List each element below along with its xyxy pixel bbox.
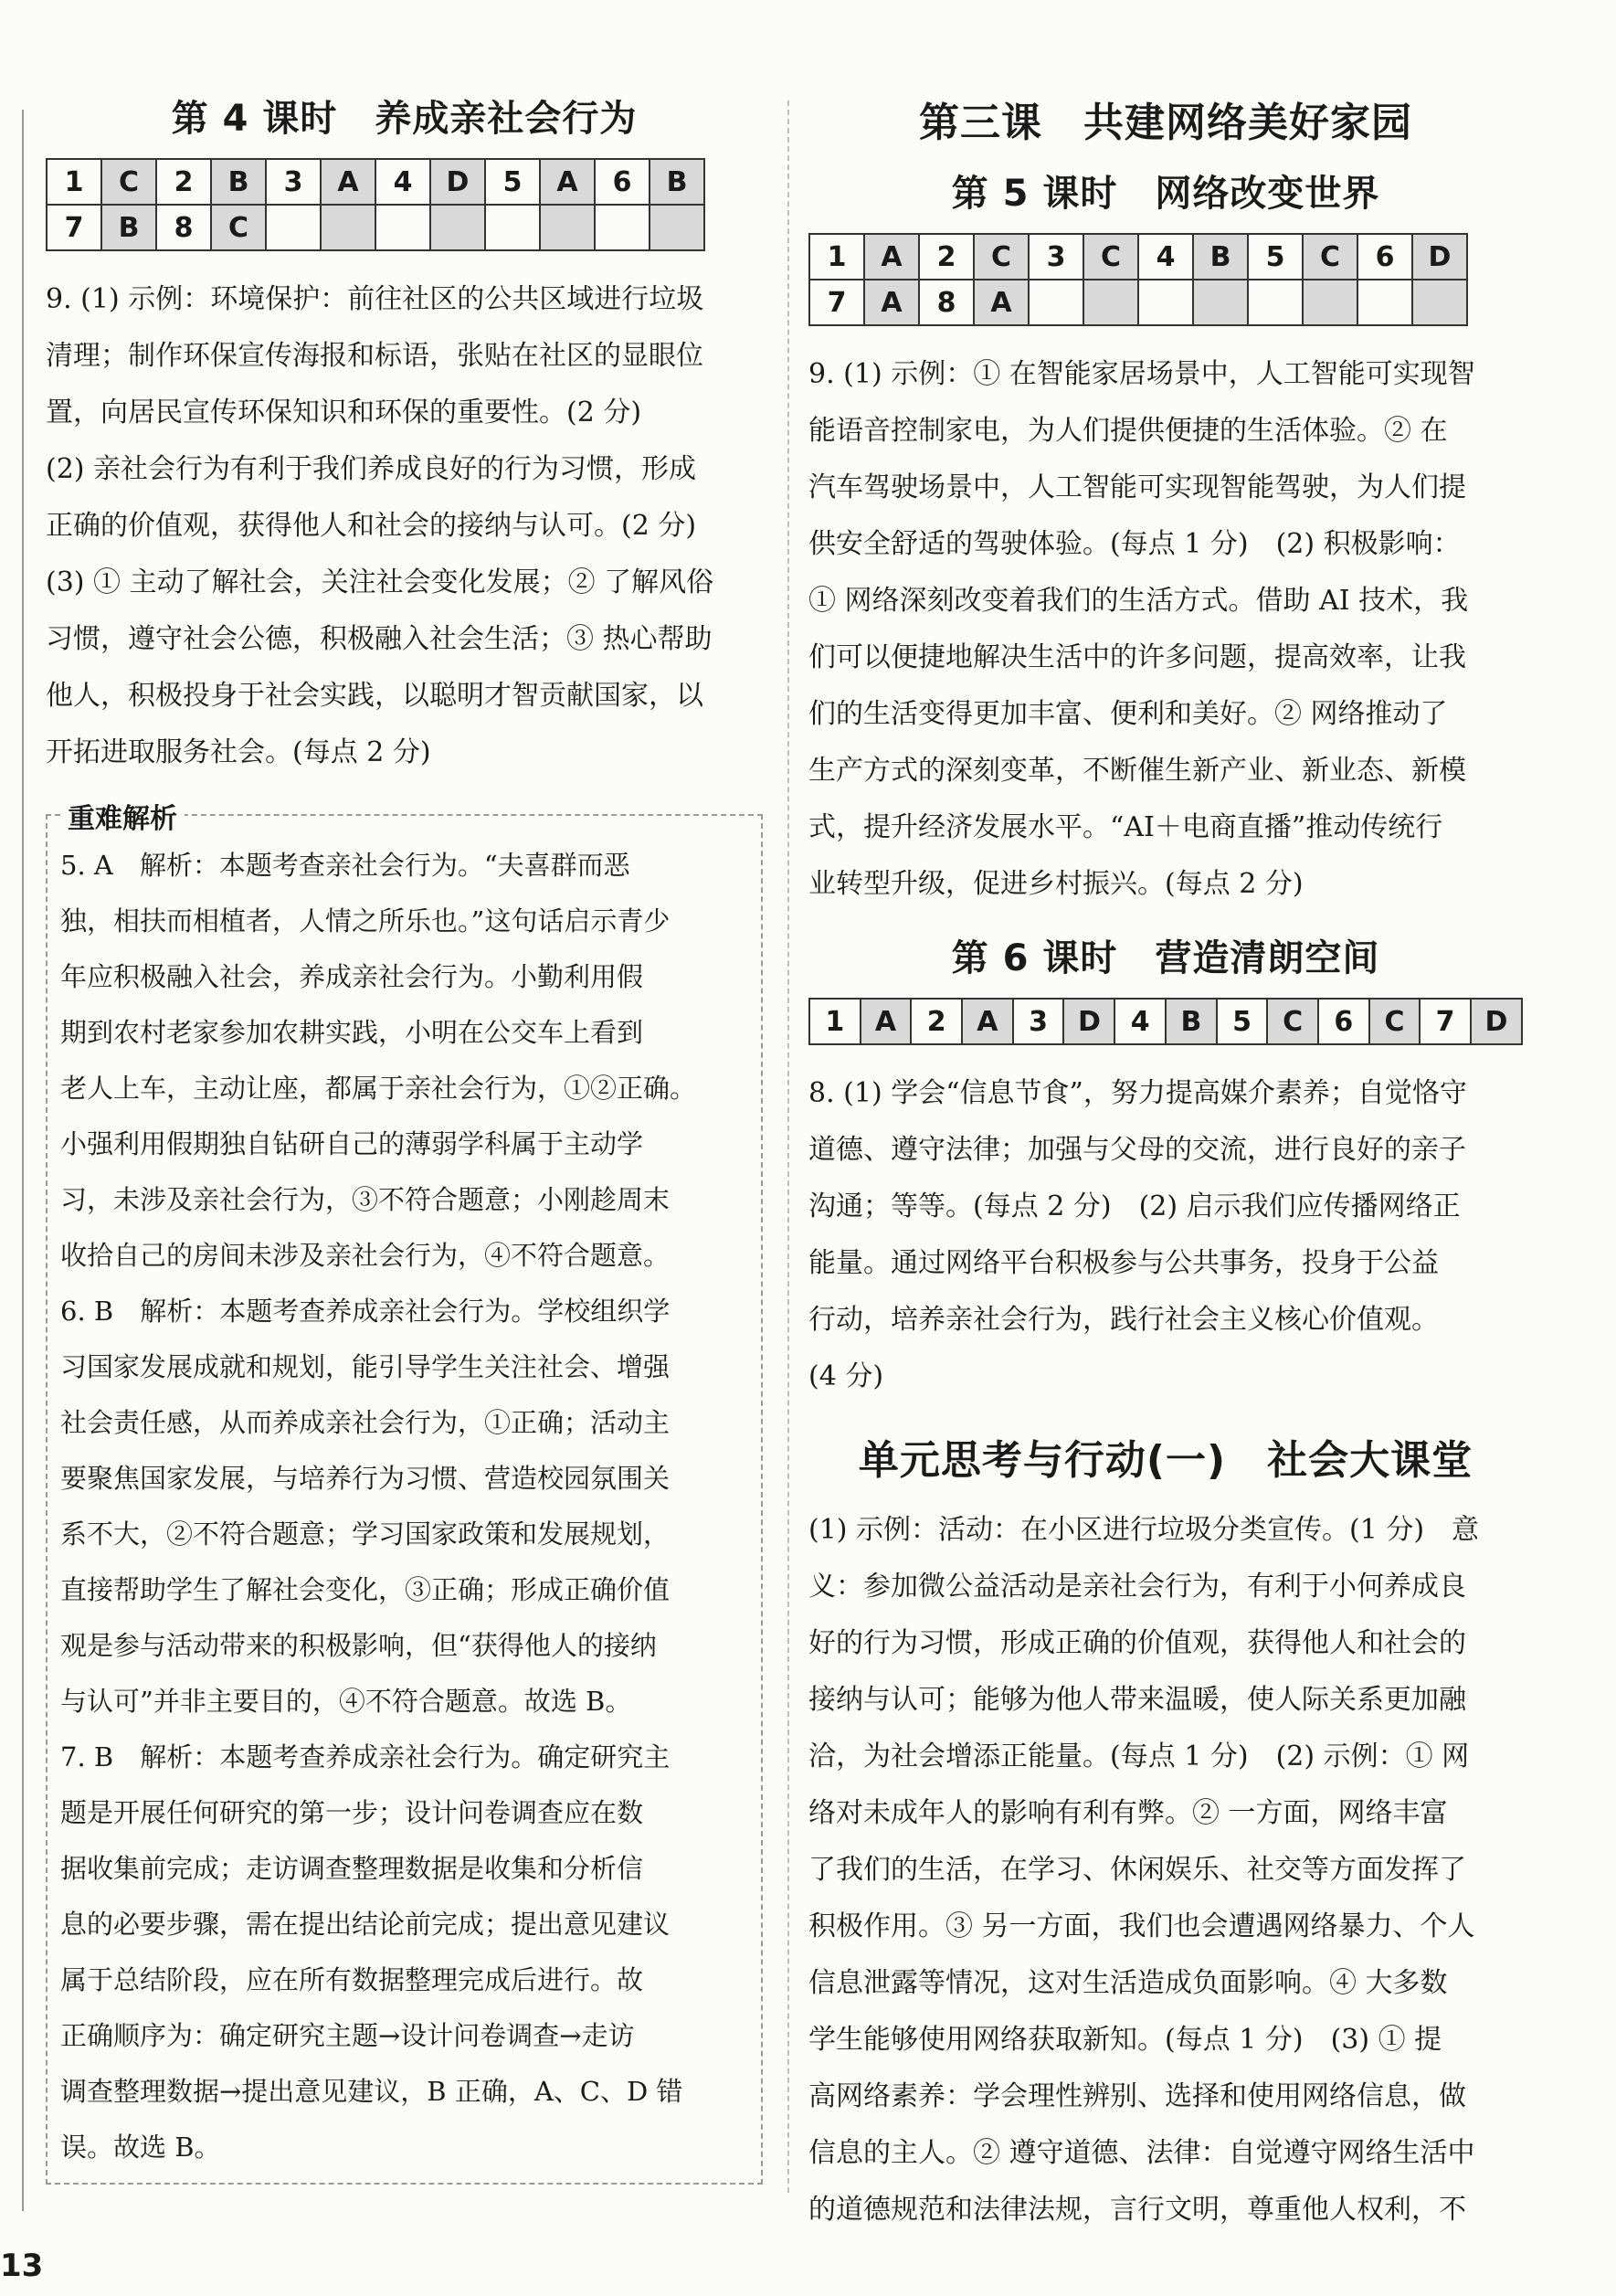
question-number-cell: 2 [919, 234, 974, 280]
text-line: 正确的价值观，获得他人和社会的接纳与认可。(2 分) [46, 510, 697, 542]
lesson5-question9 [808, 346, 1523, 913]
text-line: 们可以便捷地解决生活中的许多问题，提高效率，让我 [808, 641, 1466, 673]
text-line: 与认可”并非主要目的，④不符合题意。故选 B。 [60, 1686, 632, 1717]
answer-cell: C [974, 234, 1029, 280]
text-line: 息的必要步骤，需在提出结论前完成；提出意见建议 [60, 1909, 671, 1940]
answer-cell [1412, 280, 1467, 325]
question-number-cell [1248, 280, 1303, 325]
answer-cell: A [962, 999, 1013, 1044]
text-line: 误。故选 B。 [60, 2132, 221, 2163]
answer-cell: C [1303, 234, 1357, 280]
text-line: 高网络素养：学会理性辨别、选择和使用网络信息，做 [808, 2080, 1466, 2112]
text-line: 系不大，②不符合题意；学习国家政策和发展规划， [60, 1518, 671, 1550]
text-line: 9. (1) 示例：环境保护：前往社区的公共区域进行垃圾 [46, 283, 704, 315]
text-line: 正确顺序为：确定研究主题→设计问卷调查→走访 [60, 2020, 635, 2051]
answer-cell: B [650, 159, 704, 205]
text-line: 6. B 解析：本题考查养成亲社会行为。学校组织学 [60, 1296, 671, 1327]
text-line: 7. B 解析：本题考查养成亲社会行为。确定研究主 [60, 1741, 671, 1772]
analysis-box-title: 重难解析 [60, 796, 185, 836]
answer-cell: B [101, 205, 156, 250]
answer-cell: C [101, 159, 156, 205]
page-number: 13 [0, 2248, 44, 2284]
text-line: 收拾自己的房间未涉及亲社会行为，④不符合题意。 [60, 1240, 671, 1271]
answer-row [47, 205, 704, 250]
text-line: 式，提升经济发展水平。“AI＋电商直播”推动传统行 [808, 811, 1443, 843]
text-line: 供安全舒适的驾驶体验。(每点 1 分) (2) 积极影响： [808, 528, 1461, 560]
question-number-cell: 6 [595, 159, 650, 205]
unit-answer-text [808, 1502, 1523, 2238]
right-column [808, 82, 1523, 2238]
text-line: 学生能够使用网络获取新知。(每点 1 分) (3) ① 提 [808, 2024, 1442, 2056]
text-line: 9. (1) 示例：① 在智能家居场景中，人工智能可实现智 [808, 358, 1475, 390]
answer-cell: D [430, 159, 485, 205]
answer-cell: D [1412, 234, 1467, 280]
text-line: 小强利用假期独自钻研自己的薄弱学科属于主动学 [60, 1128, 644, 1159]
lesson3-title: 第三课 共建网络美好家园 [919, 100, 1412, 146]
text-line: 属于总结阶段，应在所有数据整理完成后进行。故 [60, 1964, 644, 1995]
text-line: 习惯，遵守社会公德，积极融入社会生活；③ 热心帮助 [46, 623, 713, 655]
question-number-cell: 3 [1013, 999, 1064, 1044]
text-line: 生产方式的深刻变革，不断催生新产业、新业态、新模 [808, 755, 1466, 787]
answer-cell: D [1471, 999, 1522, 1044]
answer-cell [1193, 280, 1248, 325]
question-number-cell [595, 205, 650, 250]
question-number-cell: 1 [47, 159, 101, 205]
question-number-cell [1138, 280, 1193, 325]
question-number-cell: 6 [1318, 999, 1369, 1044]
text-line: 社会责任感，从而养成亲社会行为，①正确；活动主 [60, 1407, 671, 1438]
text-line: ① 网络深刻改变着我们的生活方式。借助 AI 技术，我 [808, 585, 1469, 617]
text-line: 老人上车，主动让座，都属于亲社会行为，①②正确。 [60, 1073, 697, 1104]
question-number-cell: 4 [375, 159, 430, 205]
answer-cell [430, 205, 485, 250]
text-line: 们的生活变得更加丰富、便利和美好。② 网络推动了 [808, 698, 1448, 730]
text-line: 的道德规范和法律法规，言行文明，尊重他人权利，不 [808, 2194, 1466, 2226]
text-line: 业转型升级，促进乡村振兴。(每点 2 分) [808, 868, 1304, 900]
answer-cell [540, 205, 595, 250]
answer-cell: A [861, 999, 912, 1044]
question-number-cell: 7 [1420, 999, 1471, 1044]
text-line: 信息泄露等情况，这对生活造成负面影响。④ 大多数 [808, 1967, 1448, 1999]
answer-cell [1083, 280, 1138, 325]
text-line: 年应积极融入社会，养成亲社会行为。小勤利用假 [60, 961, 644, 992]
question-number-cell [266, 205, 321, 250]
text-line: 调查整理数据→提出意见建议，B 正确，A、C、D 错 [60, 2076, 683, 2107]
answer-cell: D [1063, 999, 1114, 1044]
text-line: 题是开展任何研究的第一步；设计问卷调查应在数 [60, 1797, 644, 1828]
analysis-text [60, 838, 748, 2175]
page-edge-line [22, 110, 24, 2211]
lesson6-answer-table [808, 998, 1523, 1045]
column-divider [787, 101, 789, 2193]
text-line: 他人，积极投身于社会实践，以聪明才智贡献国家，以 [46, 680, 703, 712]
answer-row [809, 999, 1522, 1044]
text-line: 观是参与活动带来的积极影响，但“获得他人的接纳 [60, 1630, 657, 1661]
question-number-cell: 1 [809, 999, 861, 1044]
text-line: 据收集前完成；走访调查整理数据是收集和分析信 [60, 1853, 644, 1884]
text-line: 接纳与认可；能够为他人带来温暖，使人际关系更加融 [808, 1684, 1466, 1716]
answer-cell: A [974, 280, 1029, 325]
answer-cell: A [540, 159, 595, 205]
text-line: 能量。通过网络平台积极参与公共事务，投身于公益 [808, 1247, 1439, 1279]
text-line: 行动，培养亲社会行为，践行社会主义核心价值观。 [808, 1304, 1439, 1336]
answer-cell [1303, 280, 1357, 325]
text-line: 络对未成年人的影响有利有弊。② 一方面，网络丰富 [808, 1797, 1448, 1829]
question-number-cell: 2 [911, 999, 962, 1044]
lesson6-title: 第 6 课时 营造清朗空间 [951, 937, 1380, 979]
answer-cell: B [1193, 234, 1248, 280]
question-number-cell: 6 [1357, 234, 1412, 280]
answer-cell: C [1369, 999, 1421, 1044]
question-number-cell [1357, 280, 1412, 325]
answer-cell: B [211, 159, 266, 205]
answer-cell [650, 205, 704, 250]
answer-cell: C [1083, 234, 1138, 280]
text-line: 清理；制作环保宣传海报和标语，张贴在社区的显眼位 [46, 340, 703, 372]
lesson5-answer-table [808, 233, 1468, 326]
question-number-cell: 7 [47, 205, 101, 250]
unit-title: 单元思考与行动(一) 社会大课堂 [858, 1437, 1473, 1484]
text-line: 期到农村老家参加农耕实践，小明在公交车上看到 [60, 1017, 644, 1048]
lesson4-question9 [46, 271, 763, 781]
question-number-cell: 4 [1138, 234, 1193, 280]
text-line: 8. (1) 学会“信息节食”，努力提高媒介素养；自觉恪守 [808, 1077, 1467, 1109]
lesson4-answer-table [46, 158, 705, 251]
answer-row [47, 159, 704, 205]
left-column [46, 82, 763, 2185]
answer-row [809, 234, 1467, 280]
question-number-cell: 7 [809, 280, 864, 325]
text-line: 了我们的生活，在学习、休闲娱乐、社交等方面发挥了 [808, 1854, 1466, 1886]
text-line: 汽车驾驶场景中，人工智能可实现智能驾驶，为人们提 [808, 471, 1466, 503]
text-line: 积极作用。③ 另一方面，我们也会遭遇网络暴力、个人 [808, 1910, 1475, 1942]
text-line: (3) ① 主动了解社会，关注社会变化发展；② 了解风俗 [46, 566, 714, 598]
question-number-cell [375, 205, 430, 250]
answer-row [809, 280, 1467, 325]
question-number-cell: 4 [1114, 999, 1166, 1044]
answer-cell: A [864, 280, 919, 325]
text-line: 习，未涉及亲社会行为，③不符合题意；小刚趁周末 [60, 1184, 671, 1215]
question-number-cell: 8 [919, 280, 974, 325]
question-number-cell: 1 [809, 234, 864, 280]
text-line: 义：参加微公益活动是亲社会行为，有利于小何养成良 [808, 1571, 1466, 1603]
text-line: 能语音控制家电，为人们提供便捷的生活体验。② 在 [808, 415, 1448, 447]
text-line: 洽，为社会增添正能量。(每点 1 分) (2) 示例：① 网 [808, 1741, 1470, 1772]
text-line: 要聚焦国家发展，与培养行为习惯、营造校园氛围关 [60, 1463, 671, 1494]
answer-cell: C [211, 205, 266, 250]
question-number-cell: 2 [156, 159, 211, 205]
question-number-cell: 5 [1217, 999, 1268, 1044]
text-line: 信息的主人。② 遵守道德、法律：自觉遵守网络生活中 [808, 2137, 1475, 2169]
question-number-cell: 5 [1248, 234, 1303, 280]
question-number-cell [1029, 280, 1083, 325]
text-line: 5. A 解析：本题考查亲社会行为。“夫喜群而恶 [60, 850, 630, 881]
text-line: 道德、遵守法律；加强与父母的交流，进行良好的亲子 [808, 1134, 1466, 1166]
question-number-cell: 8 [156, 205, 211, 250]
answer-cell: B [1166, 999, 1217, 1044]
text-line: (4 分) [808, 1360, 884, 1392]
lesson4-title: 第 4 课时 养成亲社会行为 [171, 98, 638, 140]
question-number-cell: 3 [1029, 234, 1083, 280]
text-line: 习国家发展成就和规划，能引导学生关注社会、增强 [60, 1351, 671, 1382]
answer-cell: A [321, 159, 375, 205]
text-line: 沟通；等等。(每点 2 分) (2) 启示我们应传播网络正 [808, 1190, 1461, 1222]
answer-cell: A [864, 234, 919, 280]
text-line: (1) 示例：活动：在小区进行垃圾分类宣传。(1 分) 意 [808, 1514, 1480, 1546]
question-number-cell: 3 [266, 159, 321, 205]
text-line: 开拓进取服务社会。(每点 2 分) [46, 736, 431, 768]
text-line: (2) 亲社会行为有利于我们养成良好的行为习惯，形成 [46, 453, 697, 485]
lesson6-question8 [808, 1065, 1523, 1405]
question-number-cell: 5 [485, 159, 540, 205]
answer-cell: C [1267, 999, 1318, 1044]
lesson5-title: 第 5 课时 网络改变世界 [951, 173, 1380, 215]
text-line: 好的行为习惯，形成正确的价值观，获得他人和社会的 [808, 1627, 1466, 1659]
analysis-box [46, 803, 763, 2185]
text-line: 直接帮助学生了解社会变化，③正确；形成正确价值 [60, 1574, 671, 1605]
question-number-cell [485, 205, 540, 250]
text-line: 独，相扶而相植者，人情之所乐也。”这句话启示青少 [60, 905, 671, 936]
text-line: 置，向居民宣传环保知识和环保的重要性。(2 分) [46, 397, 642, 429]
answer-cell [321, 205, 375, 250]
